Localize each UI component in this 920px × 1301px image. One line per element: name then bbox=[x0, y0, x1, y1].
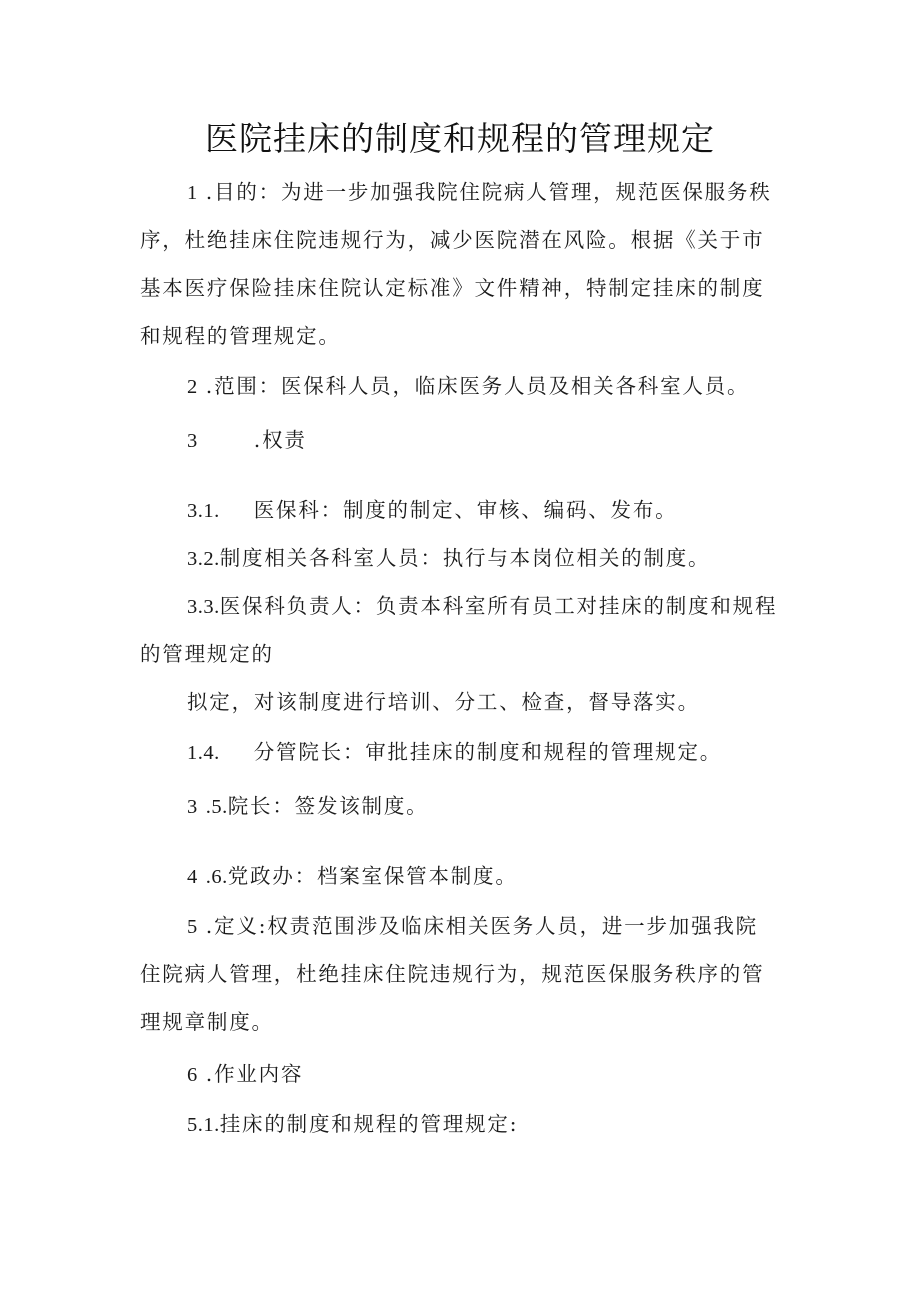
section-3-number: 3 bbox=[187, 430, 198, 452]
section-2 bbox=[187, 372, 749, 401]
section-3-3-line-3: 拟定，对该制度进行培训、分工、检查，督导落实。 bbox=[187, 690, 700, 714]
section-1-4-text: 分管院长：审批挂床的制度和规程的管理规定。 bbox=[253, 740, 723, 764]
section-3-2 bbox=[187, 544, 710, 573]
section-3-2-text: 制度相关各科室人员：执行与本岗位相关的制度。 bbox=[219, 546, 711, 570]
section-1-line-2: 序，杜绝挂床住院违规行为，减少医院潜在风险。根据《关于市 bbox=[140, 228, 765, 252]
section-6 bbox=[187, 1060, 303, 1089]
section-4-6 bbox=[187, 862, 518, 891]
section-3-text: .权责 bbox=[253, 428, 307, 452]
section-1-line-3: 基本医疗保险挂床住院认定标准》文件精神，特制定挂床的制度 bbox=[140, 276, 765, 300]
section-3-3-number: 3.3. bbox=[187, 596, 220, 618]
section-3-3-line-2: 的管理规定的 bbox=[140, 642, 274, 666]
section-4-6-subnumber: .6. bbox=[205, 866, 228, 888]
section-5-1-number: 5.1. bbox=[187, 1114, 220, 1136]
section-4-6-number: 4 bbox=[187, 866, 198, 888]
section-5-line-3: 理规章制度。 bbox=[140, 1010, 274, 1034]
section-5-1-text: 挂床的制度和规程的管理规定: bbox=[219, 1112, 519, 1136]
section-5-line-2: 住院病人管理，杜绝挂床住院违规行为，规范医保服务秩序的管 bbox=[140, 962, 765, 986]
section-3-1-number: 3.1. bbox=[187, 500, 220, 522]
section-1-line-4: 和规程的管理规定。 bbox=[140, 324, 341, 348]
section-3 bbox=[187, 426, 307, 455]
section-1-4-number: 1.4. bbox=[187, 742, 220, 764]
section-4-6-text: 党政办：档案室保管本制度。 bbox=[227, 864, 518, 888]
section-3-3-text: 医保科负责人：负责本科室所有员工对挂床的制度和规程 bbox=[219, 594, 778, 618]
section-5-line-1 bbox=[187, 912, 758, 941]
section-5-number: 5 bbox=[187, 916, 198, 938]
section-1-text: .目的：为进一步加强我院住院病人管理，规范医保服务秩 bbox=[205, 180, 772, 204]
section-3-5-number: 3 bbox=[187, 796, 198, 818]
section-5-1 bbox=[187, 1110, 518, 1139]
section-2-number: 2 bbox=[187, 376, 198, 398]
section-3-3-line-1 bbox=[187, 592, 777, 621]
section-3-1 bbox=[187, 496, 677, 525]
section-3-2-number: 3.2. bbox=[187, 548, 220, 570]
document-title: 医院挂床的制度和规程的管理规定 bbox=[205, 119, 715, 158]
section-3-1-text: 医保科：制度的制定、审核、编码、发布。 bbox=[253, 498, 678, 522]
section-6-text: .作业内容 bbox=[205, 1062, 304, 1086]
section-1-line-1 bbox=[187, 178, 772, 207]
section-1-4 bbox=[187, 738, 722, 767]
section-5-text: .定义:权责范围涉及临床相关医务人员，进一步加强我院 bbox=[205, 914, 758, 938]
section-6-number: 6 bbox=[187, 1064, 198, 1086]
section-1-number: 1 bbox=[187, 182, 198, 204]
section-3-5-subnumber: .5. bbox=[205, 796, 228, 818]
section-3-5-text: 院长：签发该制度。 bbox=[227, 794, 429, 818]
section-2-text: .范围：医保科人员，临床医务人员及相关各科室人员。 bbox=[205, 374, 750, 398]
section-3-5 bbox=[187, 792, 428, 821]
